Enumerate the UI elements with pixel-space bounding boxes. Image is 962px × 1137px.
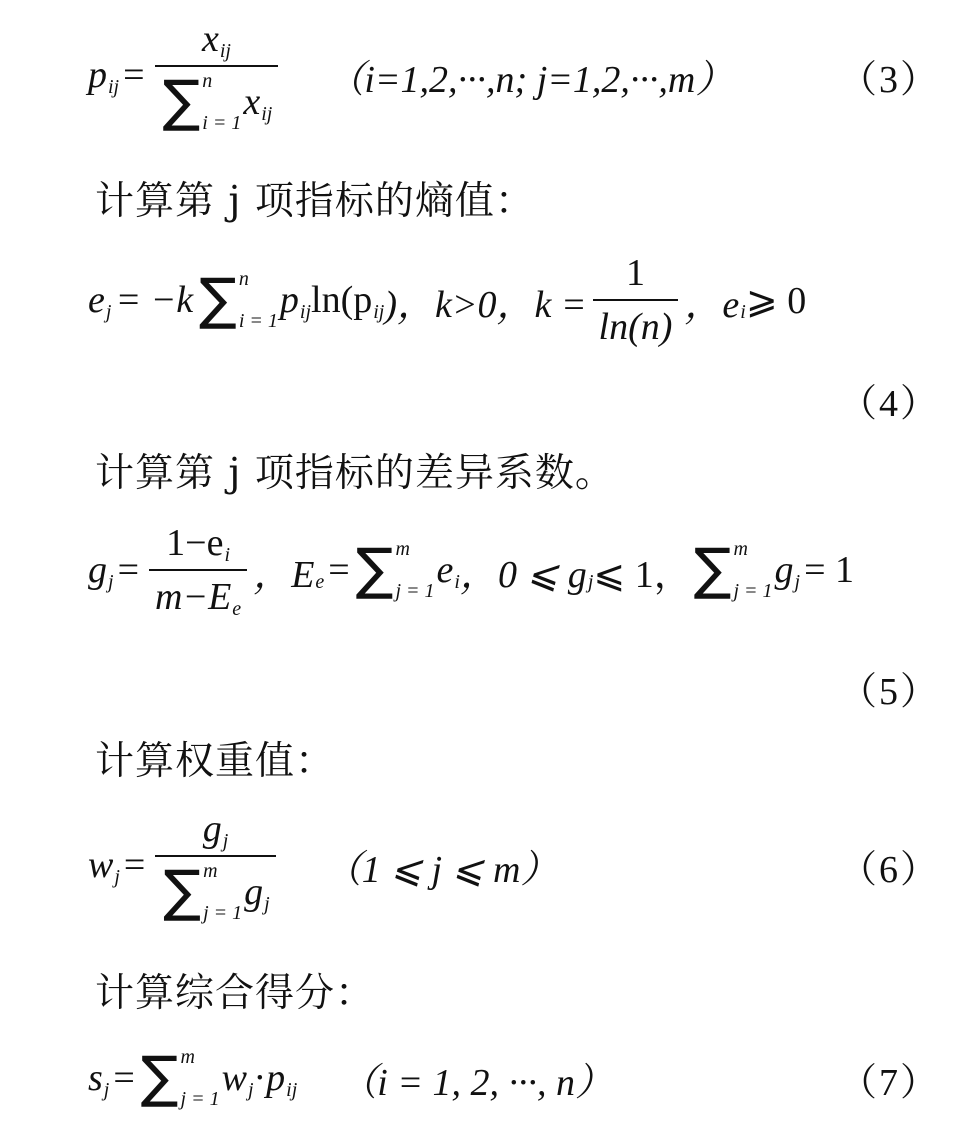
eq3-num-var: x [201,18,219,60]
eq7-p: p [266,1057,286,1099]
eq5-ineq: ，0 ⩽ g [459,553,587,596]
eq7-sum-bottom: j = 1 [180,1088,220,1110]
eq3-lhs: p [88,54,107,96]
eq7-dot: · [253,1057,267,1099]
eq7-p-sub: ij [286,1078,298,1101]
eq3-sum-bottom: i = 1 [202,112,242,134]
eq4-sum-bottom: i = 1 [238,310,278,332]
eq3-sum [163,71,242,133]
text-score: 计算综合得分： [95,971,376,1016]
eq6-sum-top: m [203,860,218,882]
eq4-sum [199,269,278,331]
eq6-num-var: g [202,808,222,850]
eq6-lhs-sub: j [114,865,120,888]
equation-7 [88,1030,940,1126]
text-weight: 计算权重值： [95,739,336,784]
eq5-sum [356,539,435,601]
eq5-sum2-bottom: j = 1 [733,580,773,602]
eq4-sum-top: n [238,268,249,290]
eq5-number: （5） [838,671,940,713]
eq3-den-var: x [243,81,261,123]
eq4-fraction [593,251,679,349]
eq3-fraction-bar [155,65,279,67]
eq5-mid2: = [328,549,350,591]
eq4-mid1: = −k [115,279,194,321]
eq6-number: （6） [838,848,940,891]
eq6-den-sub: j [264,892,270,915]
eq4-number: （4） [838,383,940,425]
eq5-final: = 1 [804,549,855,591]
eq3-num-sub: ij [219,39,231,62]
text-difference: 计算第 j 项指标的差异系数。 [95,451,615,496]
eq7-w-sub: j [247,1078,254,1101]
eq6-fraction [155,807,275,923]
equation-3: p ij = x ij ∑ n i = 1 x ij （i=1,2,···,n; j=1,2,···,m） （3） [88,18,940,134]
eq5-e: e [436,549,454,591]
eq3-sum-top: n [202,70,213,92]
eq4-after-ln: )，k>0，k = [384,283,587,326]
eq5-lhs: g [88,549,107,591]
eq6-num-sub: j [222,829,229,852]
sum-symbol: ∑ [199,267,237,332]
eq5-sum-top: m [395,538,410,560]
eq4-tail2: ⩾ 0 [745,279,807,322]
sum-symbol: ∑ [140,1045,179,1110]
eq7-eq: = [113,1057,135,1099]
equation-5: g j = 1−e i m−E e ，E e = ∑ m j = 1 e i ，0 ⩽ g j ⩽ 1， ∑ m j = 1 g j = 1 [88,522,855,620]
eq7-lhs-sub: j [103,1078,110,1101]
eq3-lhs-sub: ij [108,75,120,98]
eq5-e-sub: i [454,570,460,593]
eq3-number: （3） [838,58,940,101]
eq5-sum2 [694,539,773,601]
eq5-mid: ，E [253,553,315,596]
eq6-sum-bottom: j = 1 [203,902,243,924]
eq5-sum-bottom: j = 1 [395,580,435,602]
eq7-number: （7） [838,1061,940,1104]
eq6-condition: （1 ⩽ j ⩽ m） [323,848,559,891]
eq5-g-sub: j [794,570,801,593]
eq5-ineq-sub: j [587,570,594,593]
text-entropy: 计算第 j 项指标的熵值： [95,179,535,224]
sum-symbol: ∑ [693,537,732,602]
eq6-den-var: g [244,871,264,913]
eq5-frac-num: 1−e [166,522,224,564]
eq5-sum2-top: m [733,538,748,560]
eq3-fraction [155,17,279,133]
eq5-frac-den: m−E [155,576,232,618]
eq6-lhs: w [88,844,114,886]
eq4-frac-den: ln(n) [598,306,673,348]
eq7-lhs: s [88,1057,103,1099]
eq5-mid-sub: e [315,570,325,593]
eq5-frac-num-sub: i [224,543,231,566]
eq7-sum [141,1047,220,1109]
sum-symbol: ∑ [163,859,202,924]
eq4-frac-num: 1 [625,252,645,294]
eq4-ln-sub: ij [373,300,385,323]
equation-6: w j = g j ∑ m j = 1 g j （1 ⩽ j ⩽ m） （6） [88,808,940,924]
eq7-sum-top: m [180,1046,195,1068]
eq5-g: g [774,549,794,591]
eq6-sum [163,861,242,923]
eq3-den-sub: ij [261,102,273,125]
eq4-lhs: e [88,279,105,321]
eq4-p: p [279,279,299,321]
eq7-w: w [221,1057,247,1099]
eq6-fraction-bar [155,855,275,857]
eq4-p-sub: ij [299,300,312,323]
eq7-condition: （i = 1, 2, ···, n） [339,1061,613,1104]
eq5-ineq2: ⩽ 1， [593,553,692,596]
eq4-tail-sub: i [740,300,746,323]
eq5-fraction-bar [149,569,247,571]
eq3-condition: （i=1,2,···,n; j=1,2,···,m） [326,58,734,101]
eq5-frac-den-sub: e [232,597,242,620]
sum-symbol: ∑ [162,69,201,134]
eq4-lhs-sub: j [105,300,112,323]
eq4-ln: ln(p [311,279,373,321]
sum-symbol: ∑ [355,537,394,602]
eq4-tail: ，e [684,283,740,326]
equation-4 [88,240,940,360]
eq5-lhs-sub: j [108,570,114,593]
eq4-fraction-bar [593,299,679,301]
eq5-fraction [149,521,247,619]
